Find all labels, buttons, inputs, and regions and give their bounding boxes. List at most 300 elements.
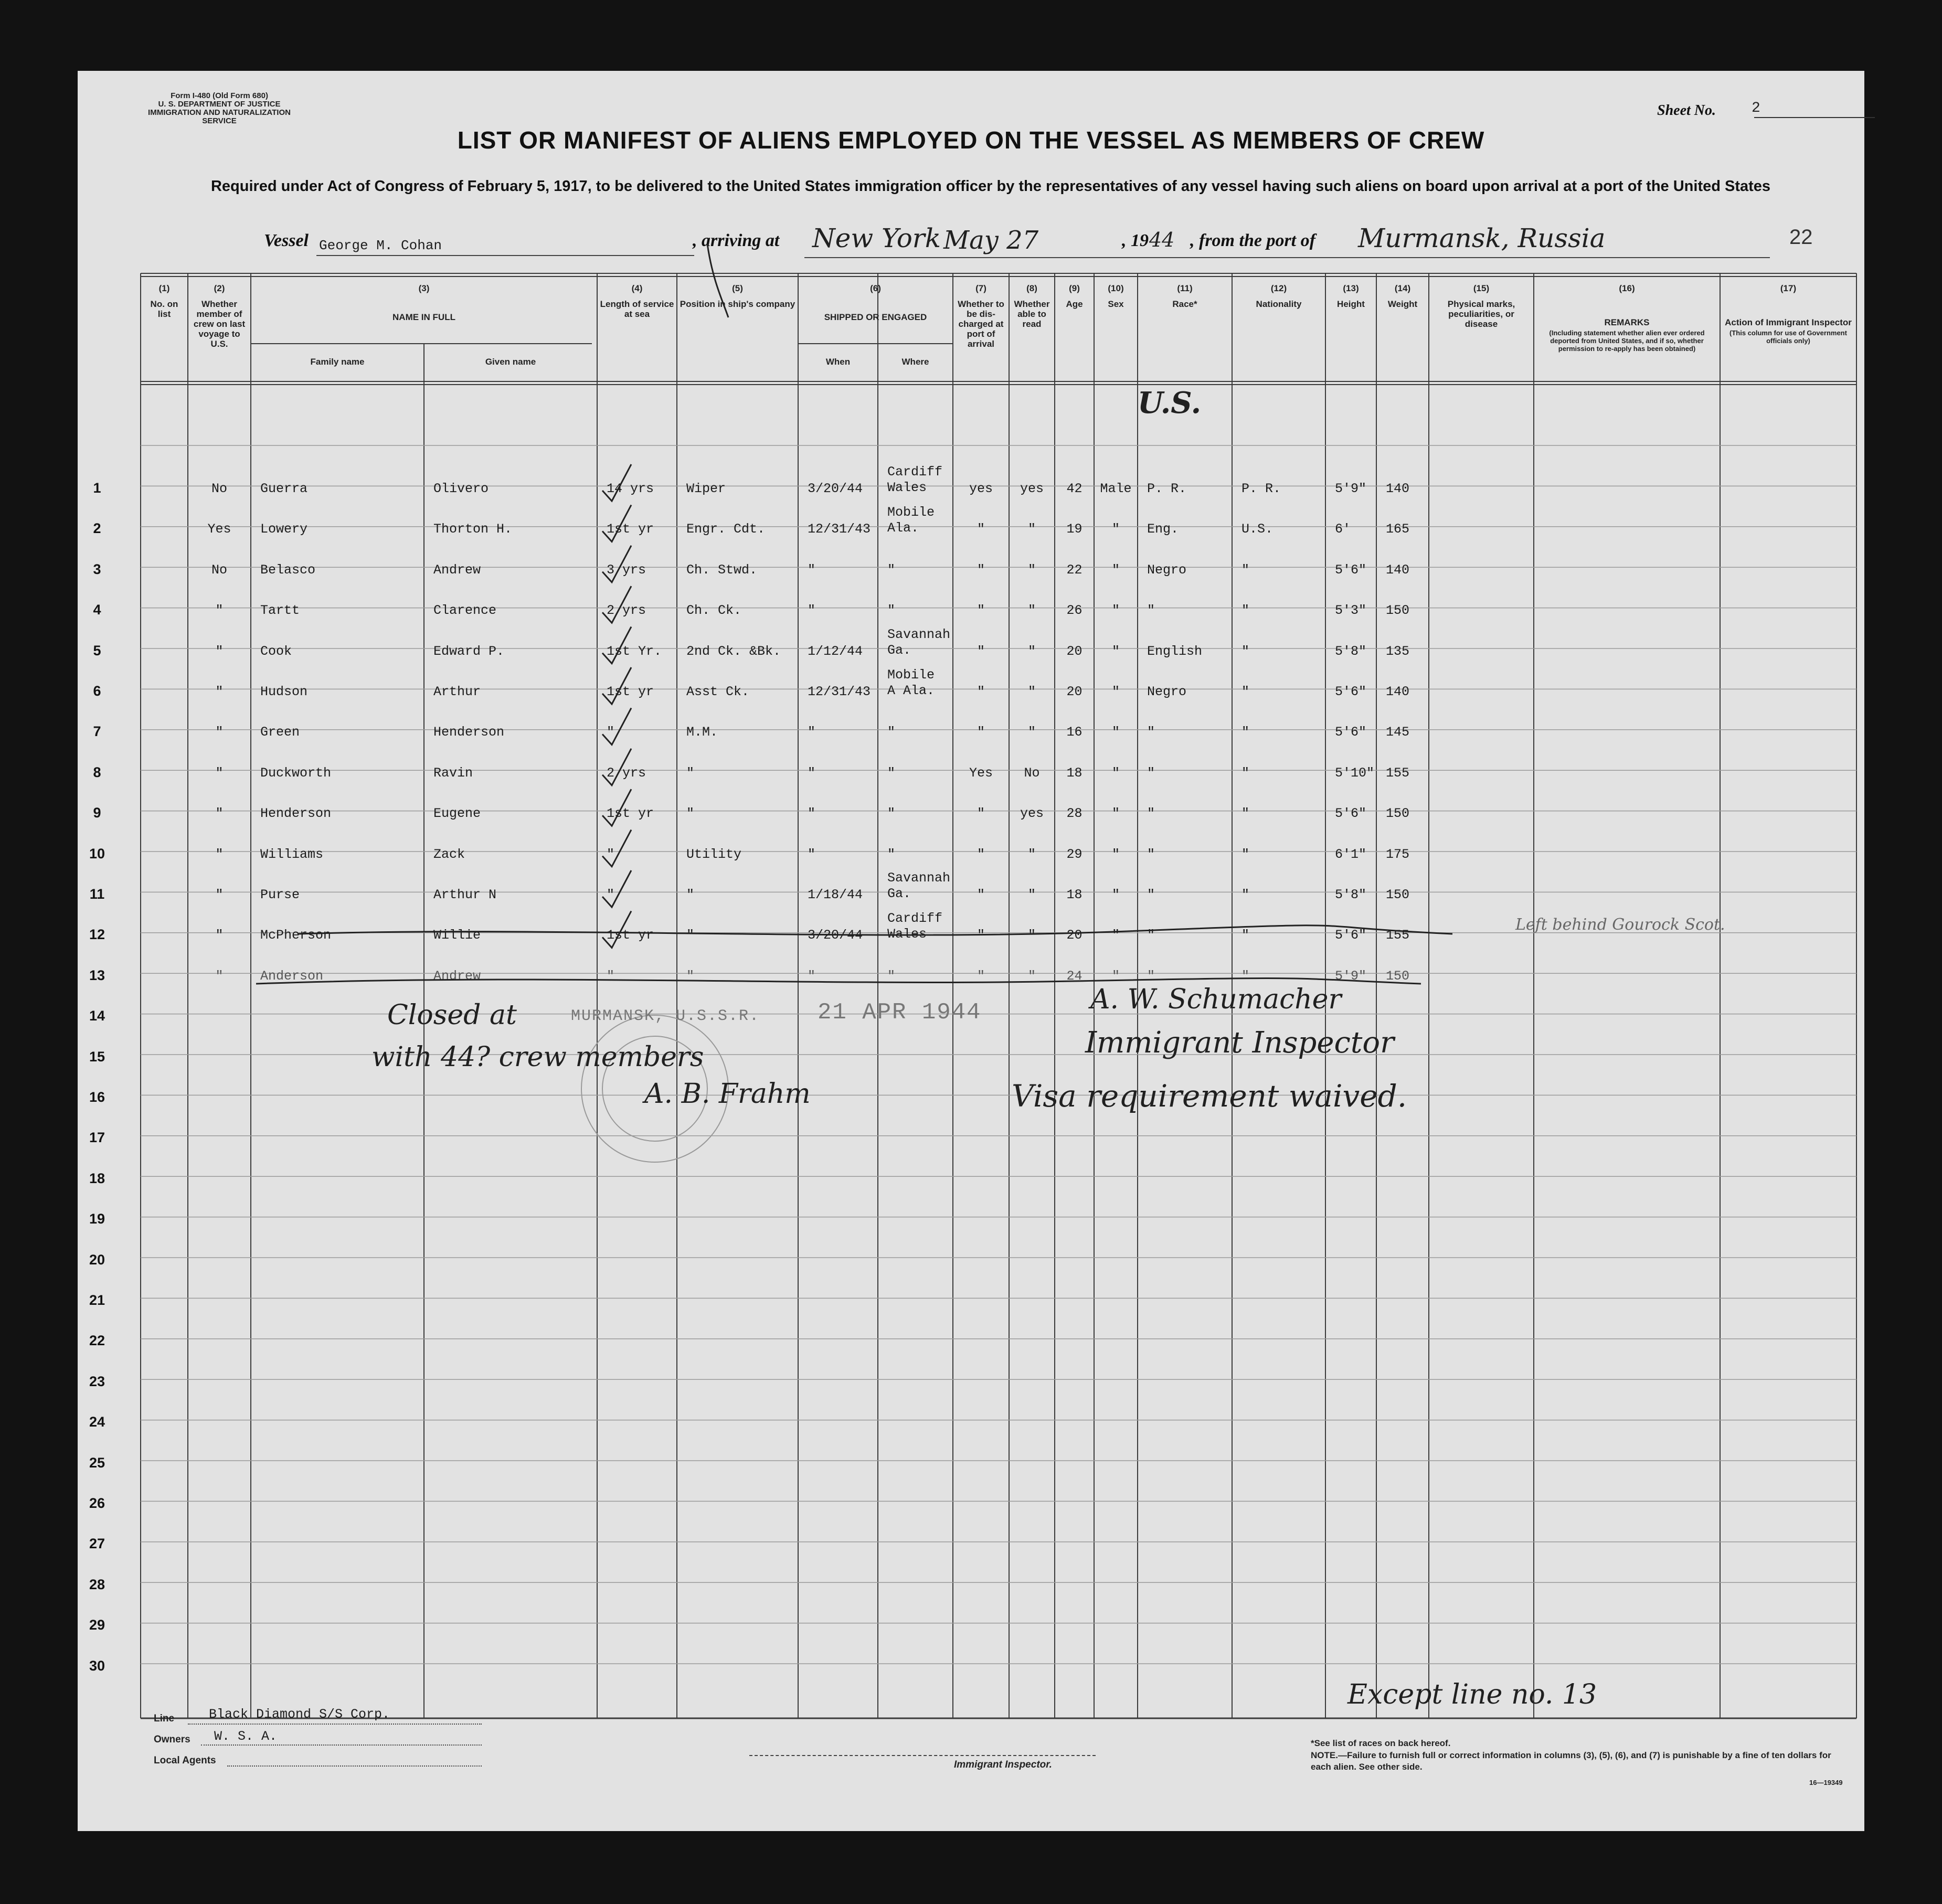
cell-race: Negro xyxy=(1147,562,1187,578)
cell-discharged: " xyxy=(977,846,985,862)
check-mark xyxy=(602,789,631,826)
cell-where: Mobile A Ala. xyxy=(887,667,935,698)
cell-discharged: " xyxy=(977,968,985,984)
sheet-number-value: 2 xyxy=(1752,100,1760,116)
cell-where: " xyxy=(887,603,896,619)
cell-weight: 155 xyxy=(1386,765,1410,781)
from-port-label: , from the port of xyxy=(1190,231,1315,250)
cell-member: " xyxy=(215,846,224,862)
cell-where: " xyxy=(887,806,896,822)
row-number: 16 xyxy=(89,1089,105,1105)
cell-height: 5'10" xyxy=(1335,765,1375,781)
cell-sex: Male xyxy=(1100,481,1132,496)
closing-line xyxy=(256,978,1421,984)
row-13-remark: Left behind Gourock Scot. xyxy=(1515,916,1725,934)
cell-height: 5'9" xyxy=(1335,968,1367,984)
column-number: (10) xyxy=(1108,283,1124,293)
row-number: 12 xyxy=(89,927,105,943)
column-number: (6) xyxy=(870,283,881,293)
cell-family: Tartt xyxy=(260,603,300,619)
cell-position: Asst Ck. xyxy=(686,684,750,699)
cell-discharged: " xyxy=(977,643,985,659)
cell-weight: 150 xyxy=(1386,887,1410,902)
column-label: Nationality xyxy=(1256,299,1302,309)
cell-read: " xyxy=(1027,887,1036,902)
cell-position: Utility xyxy=(686,846,742,862)
row-number: 20 xyxy=(89,1251,105,1268)
cell-weight: 165 xyxy=(1386,522,1410,537)
row-number: 22 xyxy=(89,1333,105,1349)
cell-discharged: " xyxy=(977,603,985,619)
cell-race: " xyxy=(1147,765,1155,781)
cell-age: 28 xyxy=(1066,806,1083,822)
row-number: 4 xyxy=(93,602,101,618)
cell-age: 24 xyxy=(1066,968,1083,984)
cell-position: Ch. Stwd. xyxy=(686,562,758,578)
cell-nationality: " xyxy=(1241,968,1250,984)
cell-discharged: " xyxy=(977,725,985,740)
owners-value: W. S. A. xyxy=(214,1729,278,1744)
cell-member: " xyxy=(215,887,224,902)
cell-height: 5'6" xyxy=(1335,684,1367,699)
cell-age: 20 xyxy=(1066,684,1083,699)
cell-race: " xyxy=(1147,846,1155,862)
cell-given: Andrew xyxy=(433,562,481,578)
form-department: U. S. DEPARTMENT OF JUSTICE xyxy=(158,100,281,109)
cell-position: " xyxy=(686,765,695,781)
row-number: 27 xyxy=(89,1536,105,1552)
cell-sex: " xyxy=(1111,684,1120,699)
column-number: (13) xyxy=(1343,283,1359,293)
cell-member: No xyxy=(211,481,227,496)
cell-given: Zack xyxy=(433,846,465,862)
cell-age: 20 xyxy=(1066,928,1083,943)
cell-discharged: " xyxy=(977,684,985,699)
check-mark xyxy=(602,870,631,907)
form-title: LIST OR MANIFEST OF ALIENS EMPLOYED ON THE VESSEL AS MEMBERS OF CREW xyxy=(457,126,1485,154)
column-label: No. on list xyxy=(150,299,178,319)
cell-height: 5'9" xyxy=(1335,481,1367,496)
check-mark xyxy=(602,667,631,704)
cell-read: " xyxy=(1027,562,1036,578)
cell-height: 5'8" xyxy=(1335,643,1367,659)
cell-height: 6' xyxy=(1335,522,1351,537)
cell-position: M.M. xyxy=(686,725,718,740)
column-label: Physical marks, peculiarities, or disease xyxy=(1447,299,1515,329)
check-mark xyxy=(602,505,631,541)
line-underline xyxy=(188,1724,482,1725)
nationality-annotation: U.S. xyxy=(1138,386,1202,420)
note-text: —Failure to furnish full or correct information in columns (3), (5), (6), and (7) is punishable by a fine of ten dollars for each alien. See other side. xyxy=(1311,1750,1831,1772)
cell-nationality: " xyxy=(1241,806,1250,822)
row-number: 28 xyxy=(89,1576,105,1592)
cell-nationality: " xyxy=(1241,562,1250,578)
cell-read: No xyxy=(1024,765,1040,781)
year-label: , 19 xyxy=(1122,231,1149,250)
arriving-label: , arriving at xyxy=(693,231,780,250)
row-number: 24 xyxy=(89,1414,105,1430)
cell-read: " xyxy=(1027,684,1036,699)
cell-weight: 140 xyxy=(1386,562,1410,578)
cell-member: " xyxy=(215,968,224,984)
cell-member: " xyxy=(215,603,224,619)
cell-when: " xyxy=(808,968,816,984)
column-sublabel: Family name xyxy=(310,357,365,367)
consul-signature: A. B. Frahm xyxy=(644,1078,811,1110)
cell-read: " xyxy=(1027,725,1036,740)
cell-age: 18 xyxy=(1066,765,1083,781)
cell-where: Savannah Ga. xyxy=(887,626,951,658)
check-mark xyxy=(602,586,631,623)
column-number: (16) xyxy=(1619,283,1635,293)
cell-service: " xyxy=(607,725,615,740)
cell-service: 1st yr xyxy=(607,684,654,699)
column-label: Race* xyxy=(1172,299,1197,309)
cell-given: Henderson xyxy=(433,725,505,740)
row-number: 15 xyxy=(89,1048,105,1065)
cell-member: Yes xyxy=(207,522,231,537)
cell-height: 5'6" xyxy=(1335,562,1367,578)
column-number: (5) xyxy=(732,283,743,293)
row-number: 7 xyxy=(93,724,101,740)
cell-given: Andrew xyxy=(433,968,481,984)
check-mark xyxy=(602,464,631,501)
row-number: 3 xyxy=(93,561,101,577)
check-mark xyxy=(602,708,631,744)
cell-family: Purse xyxy=(260,887,300,902)
column-number: (1) xyxy=(158,283,170,293)
column-label: Age xyxy=(1066,299,1083,309)
crew-members-note: with 44? crew members xyxy=(372,1041,704,1073)
cell-service: " xyxy=(607,968,615,984)
row-number: 2 xyxy=(93,520,101,537)
row-13-strike-through xyxy=(298,926,1452,935)
cell-read: " xyxy=(1027,522,1036,537)
column-label: Height xyxy=(1337,299,1365,309)
cell-race: Negro xyxy=(1147,684,1187,699)
column-sublabel: When xyxy=(825,357,851,367)
cell-nationality: P. R. xyxy=(1241,481,1281,496)
row-number: 25 xyxy=(89,1454,105,1471)
cell-where: " xyxy=(887,968,896,984)
cell-where: " xyxy=(887,562,896,578)
cell-read: " xyxy=(1027,846,1036,862)
cell-when: " xyxy=(808,765,816,781)
manifest-sheet xyxy=(78,71,1864,1831)
vessel-name: George M. Cohan xyxy=(319,238,442,253)
cell-given: Ravin xyxy=(433,765,473,781)
cell-given: Arthur N xyxy=(433,887,497,902)
cell-family: McPherson xyxy=(260,928,332,943)
cell-discharged: " xyxy=(977,887,985,902)
line-value: Black Diamond S/S Corp. xyxy=(209,1707,390,1722)
cell-when: 12/31/43 xyxy=(808,522,871,537)
cell-read: " xyxy=(1027,643,1036,659)
cell-age: 22 xyxy=(1066,562,1083,578)
cell-position: " xyxy=(686,928,695,943)
cell-read: yes xyxy=(1020,481,1044,496)
cell-discharged: " xyxy=(977,928,985,943)
column-number: (8) xyxy=(1026,283,1037,293)
cell-age: 26 xyxy=(1066,603,1083,619)
cell-position: " xyxy=(686,887,695,902)
cell-race: " xyxy=(1147,928,1155,943)
cell-discharged: " xyxy=(977,806,985,822)
cell-service: 1st yr xyxy=(607,522,654,537)
stamp-date: 21 APR 1944 xyxy=(818,999,982,1026)
cell-position: Wiper xyxy=(686,481,726,496)
cell-nationality: U.S. xyxy=(1241,522,1274,537)
check-mark xyxy=(602,627,631,664)
cell-sex: " xyxy=(1111,643,1120,659)
cell-service: 1st Yr. xyxy=(607,643,662,659)
cell-sex: " xyxy=(1111,562,1120,578)
column-label: Whether able to read xyxy=(1014,299,1050,329)
cell-family: Belasco xyxy=(260,562,316,578)
cell-given: Clarence xyxy=(433,603,497,619)
column-label: NAME IN FULL xyxy=(392,312,455,322)
check-mark xyxy=(602,546,631,582)
inspector-title: Immigrant Inspector xyxy=(1085,1026,1394,1060)
column-number: (12) xyxy=(1270,283,1287,293)
cell-race: Eng. xyxy=(1147,522,1179,537)
row-number: 30 xyxy=(89,1657,105,1674)
inspector-caption: Immigrant Inspector. xyxy=(954,1759,1052,1770)
cell-age: 42 xyxy=(1066,481,1083,496)
cell-service: 1st yr xyxy=(607,806,654,822)
check-mark xyxy=(602,830,631,867)
cell-race: English xyxy=(1147,643,1203,659)
row-number: 5 xyxy=(93,642,101,658)
cell-age: 18 xyxy=(1066,887,1083,902)
cell-sex: " xyxy=(1111,765,1120,781)
cell-nationality: " xyxy=(1241,846,1250,862)
cell-weight: 150 xyxy=(1386,968,1410,984)
row-number: 6 xyxy=(93,683,101,699)
cell-nationality: " xyxy=(1241,928,1250,943)
cell-service: 1st yr xyxy=(607,928,654,943)
row-number: 10 xyxy=(89,845,105,861)
row-number: 9 xyxy=(93,805,101,821)
row-number: 17 xyxy=(89,1130,105,1146)
cell-where: " xyxy=(887,725,896,740)
column-number: (17) xyxy=(1780,283,1797,293)
cell-position: Engr. Cdt. xyxy=(686,522,766,537)
cell-given: Olivero xyxy=(433,481,489,496)
cell-service: " xyxy=(607,887,615,902)
row-number: 13 xyxy=(89,967,105,983)
handwritten-marks xyxy=(78,71,1864,1831)
column-note: (Including statement whether alien ever ordered deported from United States, and if so, whether permission to re-apply has been obtained) xyxy=(1549,329,1705,353)
cell-height: 5'6" xyxy=(1335,806,1367,822)
form-service: IMMIGRATION AND NATURALIZATION SERVICE xyxy=(148,108,291,125)
cell-when: " xyxy=(808,806,816,822)
stamp-place: MURMANSK, U.S.S.R. xyxy=(571,1007,760,1025)
cell-when: " xyxy=(808,725,816,740)
cell-nationality: " xyxy=(1241,765,1250,781)
cell-weight: 140 xyxy=(1386,481,1410,496)
inspector-signature: A. W. Schumacher xyxy=(1090,984,1342,1015)
cell-read: yes xyxy=(1020,806,1044,822)
cell-position: " xyxy=(686,806,695,822)
cell-when: 1/12/44 xyxy=(808,643,863,659)
cell-when: 3/20/44 xyxy=(808,928,863,943)
cell-given: Eugene xyxy=(433,806,481,822)
column-label: Action of Immigrant Inspector xyxy=(1725,317,1852,327)
cell-when: 1/18/44 xyxy=(808,887,863,902)
cell-weight: 145 xyxy=(1386,725,1410,740)
check-mark xyxy=(602,749,631,785)
cell-height: 5'6" xyxy=(1335,725,1367,740)
column-sublabel: Given name xyxy=(485,357,536,367)
column-label: REMARKS xyxy=(1604,317,1650,327)
row-number: 21 xyxy=(89,1292,105,1308)
cell-sex: " xyxy=(1111,928,1120,943)
form-subtitle: Required under Act of Congress of February 5, 1917, to be delivered to the United States immigration officer by the representatives of any vessel having such aliens on board upon arrival at a port of the United States xyxy=(210,178,1771,195)
visa-note: Visa requirement waived. xyxy=(1012,1078,1407,1114)
row-number: 23 xyxy=(89,1373,105,1389)
column-number: (4) xyxy=(631,283,643,293)
cell-position: 2nd Ck. &Bk. xyxy=(686,643,781,659)
column-number: (15) xyxy=(1473,283,1490,293)
cell-when: " xyxy=(808,562,816,578)
column-number: (7) xyxy=(975,283,986,293)
local-agents-label: Local Agents xyxy=(154,1755,216,1766)
cell-family: Hudson xyxy=(260,684,308,699)
column-label: Length of service at sea xyxy=(600,299,674,319)
row-number: 11 xyxy=(89,886,105,902)
column-number: (9) xyxy=(1069,283,1080,293)
print-code: 16—19349 xyxy=(1809,1779,1843,1786)
cell-nationality: " xyxy=(1241,684,1250,699)
column-label: Weight xyxy=(1387,299,1418,309)
column-label: Sex xyxy=(1108,299,1124,309)
cell-height: 5'3" xyxy=(1335,603,1367,619)
cell-family: Anderson xyxy=(260,968,324,984)
line-label: Line xyxy=(154,1713,175,1724)
check-mark xyxy=(707,244,728,317)
vessel-label: Vessel xyxy=(264,231,309,250)
cell-discharged: " xyxy=(977,562,985,578)
cell-sex: " xyxy=(1111,725,1120,740)
row-number: 8 xyxy=(93,764,101,780)
column-label: SHIPPED OR ENGAGED xyxy=(824,312,927,322)
cell-weight: 140 xyxy=(1386,684,1410,699)
cell-where: Mobile Ala. xyxy=(887,505,935,536)
agents-underline xyxy=(227,1765,482,1767)
arrival-date: May 27 xyxy=(943,226,1039,255)
cell-member: " xyxy=(215,806,224,822)
row-number: 26 xyxy=(89,1495,105,1511)
cell-race: " xyxy=(1147,603,1155,619)
column-sublabel: Where xyxy=(901,357,929,367)
cell-when: " xyxy=(808,846,816,862)
closed-at-note: Closed at xyxy=(387,999,517,1031)
sheet-number-label: Sheet No. xyxy=(1657,102,1716,119)
cell-given: Edward P. xyxy=(433,643,505,659)
from-port-value: Murmansk, Russia xyxy=(1358,223,1606,253)
cell-service: 3 yrs xyxy=(607,562,646,578)
races-note: *See list of races on back hereof. xyxy=(1311,1738,1451,1748)
cell-discharged: Yes xyxy=(969,765,993,781)
year-value: 44 xyxy=(1149,228,1175,251)
cell-discharged: " xyxy=(977,522,985,537)
cell-weight: 150 xyxy=(1386,806,1410,822)
cell-position: " xyxy=(686,968,695,984)
cell-sex: " xyxy=(1111,846,1120,862)
column-number: (14) xyxy=(1394,283,1411,293)
cell-height: 5'8" xyxy=(1335,887,1367,902)
cell-family: Cook xyxy=(260,643,292,659)
owners-label: Owners xyxy=(154,1734,190,1745)
cell-age: 16 xyxy=(1066,725,1083,740)
row-number: 14 xyxy=(89,1008,105,1024)
cell-family: Williams xyxy=(260,846,324,862)
cell-family: Duckworth xyxy=(260,765,332,781)
cell-age: 20 xyxy=(1066,643,1083,659)
arriving-port: New York xyxy=(812,223,941,253)
cell-height: 6'1" xyxy=(1335,846,1367,862)
cell-nationality: " xyxy=(1241,603,1250,619)
cell-race: " xyxy=(1147,806,1155,822)
cell-race: P. R. xyxy=(1147,481,1187,496)
cell-sex: " xyxy=(1111,603,1120,619)
cell-service: " xyxy=(607,846,615,862)
cell-family: Lowery xyxy=(260,522,308,537)
cell-weight: 135 xyxy=(1386,643,1410,659)
cell-nationality: " xyxy=(1241,887,1250,902)
column-label: Position in ship's company xyxy=(680,299,795,309)
except-note: Except line no. 13 xyxy=(1347,1679,1597,1710)
cell-discharged: yes xyxy=(969,481,993,496)
cell-position: Ch. Ck. xyxy=(686,603,742,619)
cell-member: No xyxy=(211,562,227,578)
cell-family: Guerra xyxy=(260,481,308,496)
cell-given: Willie xyxy=(433,928,481,943)
cell-read: " xyxy=(1027,603,1036,619)
cell-member: " xyxy=(215,643,224,659)
cell-when: 12/31/43 xyxy=(808,684,871,699)
cell-weight: 175 xyxy=(1386,846,1410,862)
row-number: 18 xyxy=(89,1170,105,1186)
owners-underline xyxy=(201,1745,482,1746)
cell-sex: " xyxy=(1111,887,1120,902)
cell-given: Arthur xyxy=(433,684,481,699)
cell-member: " xyxy=(215,684,224,699)
column-label: Whether to be dis-charged at port of arrival xyxy=(958,299,1004,349)
cell-age: 19 xyxy=(1066,522,1083,537)
column-number: (2) xyxy=(214,283,225,293)
cell-member: " xyxy=(215,765,224,781)
page-number: 22 xyxy=(1789,226,1813,249)
cell-service: 2 yrs xyxy=(607,603,646,619)
cell-nationality: " xyxy=(1241,643,1250,659)
cell-service: 2 yrs xyxy=(607,765,646,781)
cell-family: Green xyxy=(260,725,300,740)
cell-where: Cardiff Wales xyxy=(887,911,943,942)
column-number: (11) xyxy=(1177,283,1193,293)
cell-where: " xyxy=(887,846,896,862)
column-label: Whether member of crew on last voyage to U.S. xyxy=(193,299,246,349)
cell-family: Henderson xyxy=(260,806,332,822)
inspector-signature-line xyxy=(749,1755,1096,1756)
cell-sex: " xyxy=(1111,522,1120,537)
cell-sex: " xyxy=(1111,968,1120,984)
row-number: 19 xyxy=(89,1211,105,1227)
cell-when: 3/20/44 xyxy=(808,481,863,496)
cell-service: 14 yrs xyxy=(607,481,654,496)
cell-where: Cardiff Wales xyxy=(887,464,943,495)
